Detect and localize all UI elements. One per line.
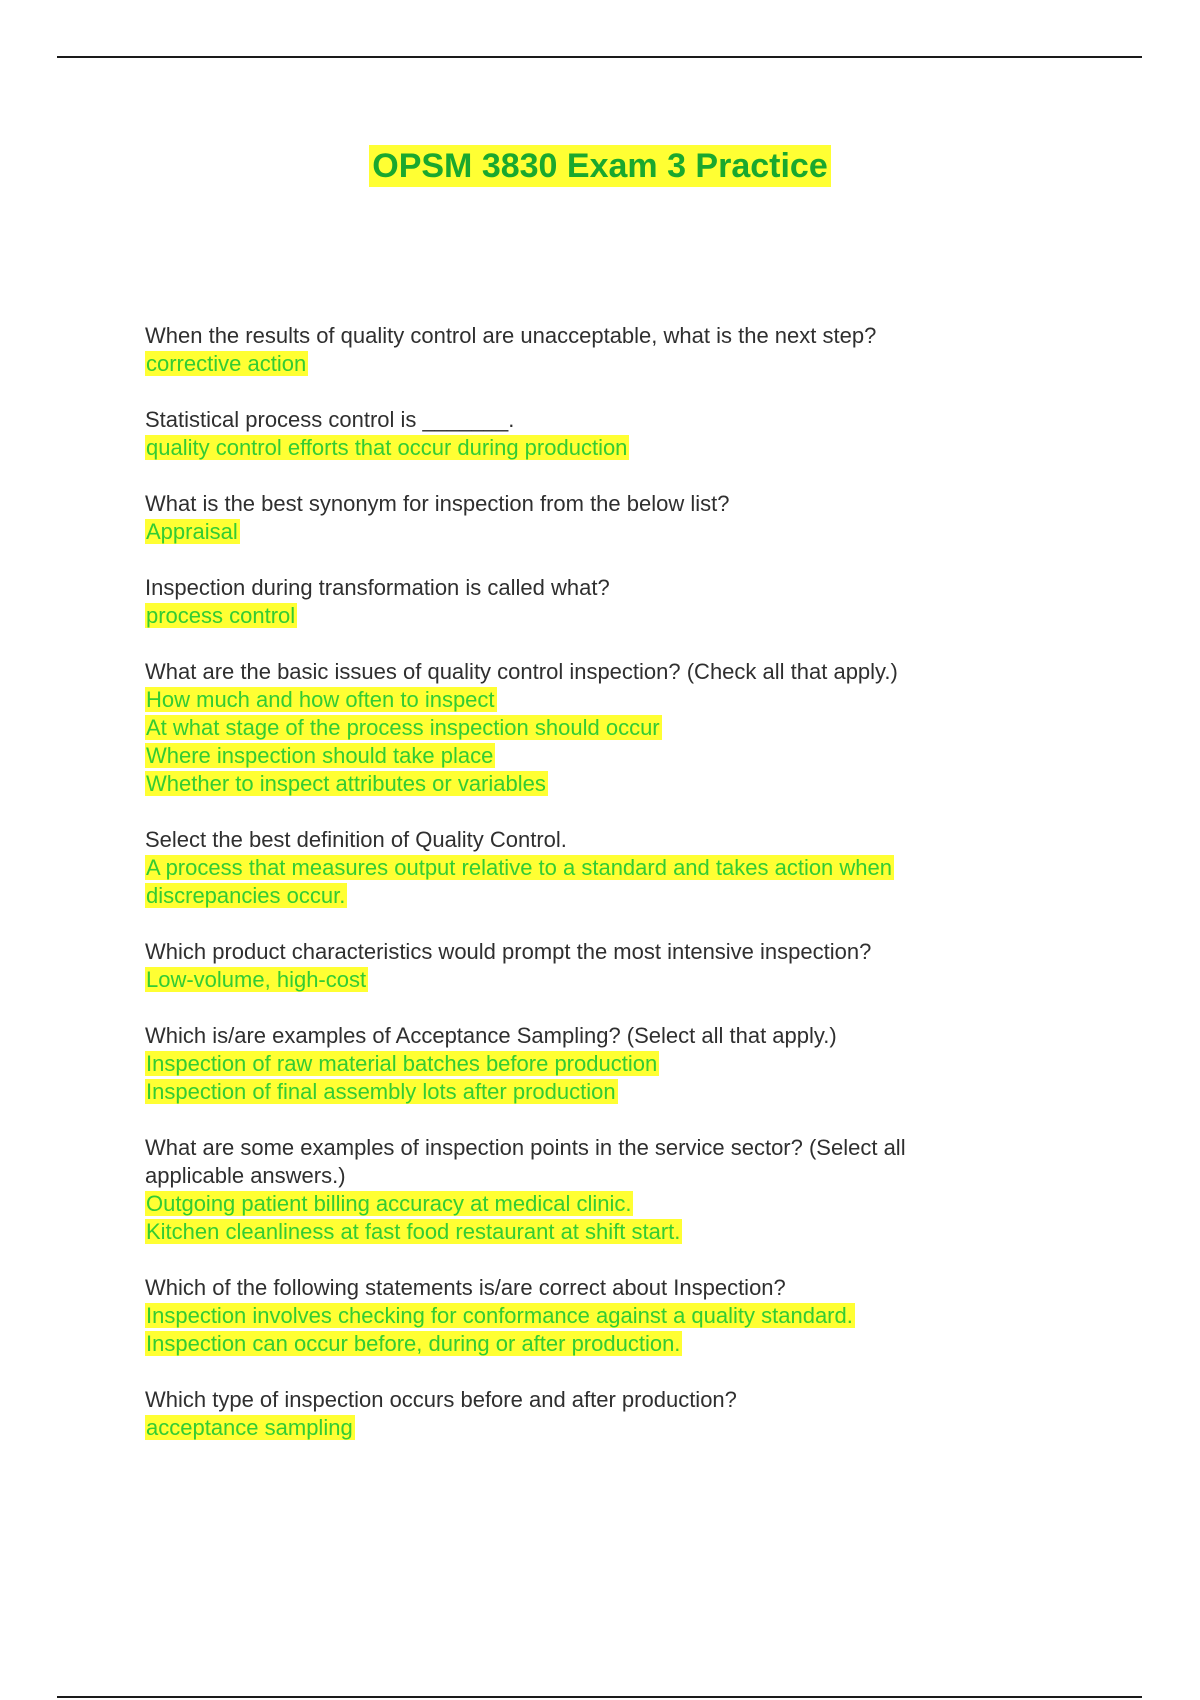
bottom-divider bbox=[57, 1696, 1142, 1698]
answer-block bbox=[145, 518, 1005, 546]
answer-text: acceptance sampling bbox=[146, 1415, 353, 1440]
question-text: What are the basic issues of quality control inspection? (Check all that apply.) bbox=[145, 659, 898, 684]
qa-item bbox=[145, 490, 1005, 546]
question-text: Which product characteristics would prompt the most intensive inspection? bbox=[145, 939, 872, 964]
qa-item bbox=[145, 1274, 1005, 1358]
answer-text: Kitchen cleanliness at fast food restaurant at shift start. bbox=[146, 1219, 681, 1244]
answer-text: Whether to inspect attributes or variables bbox=[146, 771, 546, 796]
question-text: When the results of quality control are unacceptable, what is the next step? bbox=[145, 323, 877, 348]
answer-block bbox=[145, 1190, 1005, 1246]
qa-item bbox=[145, 658, 1005, 798]
question-text: Which is/are examples of Acceptance Sampling? (Select all that apply.) bbox=[145, 1023, 837, 1048]
answer-block bbox=[145, 1302, 1005, 1358]
page-title: OPSM 3830 Exam 3 Practice bbox=[369, 145, 831, 187]
answer-block bbox=[145, 966, 1005, 994]
answer-text: A process that measures output relative to a standard and takes action when bbox=[146, 855, 893, 880]
question-text: Which of the following statements is/are correct about Inspection? bbox=[145, 1275, 786, 1300]
answer-text: At what stage of the process inspection should occur bbox=[146, 715, 660, 740]
qa-item bbox=[145, 826, 1005, 910]
question-text: Statistical process control is _______. bbox=[145, 407, 515, 432]
answer-text: Inspection of final assembly lots after production bbox=[146, 1079, 616, 1104]
answer-text: corrective action bbox=[146, 351, 307, 376]
qa-item bbox=[145, 322, 1005, 378]
answer-text: Appraisal bbox=[146, 519, 238, 544]
answer-text: Outgoing patient billing accuracy at medical clinic. bbox=[146, 1191, 632, 1216]
qa-item bbox=[145, 1022, 1005, 1106]
qa-item bbox=[145, 1134, 1005, 1246]
answer-text: Inspection can occur before, during or after production. bbox=[146, 1331, 681, 1356]
answer-text: process control bbox=[146, 603, 296, 628]
answer-text: Inspection involves checking for conformance against a quality standard. bbox=[146, 1303, 853, 1328]
title-container bbox=[0, 145, 1200, 187]
top-divider bbox=[57, 56, 1142, 58]
qa-item bbox=[145, 938, 1005, 994]
question-text: Inspection during transformation is called what? bbox=[145, 575, 610, 600]
question-text: What is the best synonym for inspection from the below list? bbox=[145, 491, 730, 516]
question-list bbox=[145, 322, 1005, 1470]
question-text: Which type of inspection occurs before and after production? bbox=[145, 1387, 737, 1412]
qa-item bbox=[145, 574, 1005, 630]
answer-block bbox=[145, 434, 1005, 462]
answer-text: How much and how often to inspect bbox=[146, 687, 495, 712]
qa-item bbox=[145, 1386, 1005, 1442]
answer-text: Low-volume, high-cost bbox=[146, 967, 367, 992]
answer-block bbox=[145, 350, 1005, 378]
question-text: What are some examples of inspection points in the service sector? (Select all applicable answers.) bbox=[145, 1135, 906, 1188]
qa-item bbox=[145, 406, 1005, 462]
answer-text: quality control efforts that occur during production bbox=[146, 435, 628, 460]
answer-text: Where inspection should take place bbox=[146, 743, 494, 768]
question-text: Select the best definition of Quality Control. bbox=[145, 827, 567, 852]
answer-text: discrepancies occur. bbox=[146, 883, 346, 908]
answer-block bbox=[145, 1050, 1005, 1106]
answer-block bbox=[145, 686, 1005, 798]
answer-block bbox=[145, 1414, 1005, 1442]
answer-block bbox=[145, 602, 1005, 630]
answer-text: Inspection of raw material batches before production bbox=[146, 1051, 658, 1076]
answer-block bbox=[145, 854, 1005, 910]
